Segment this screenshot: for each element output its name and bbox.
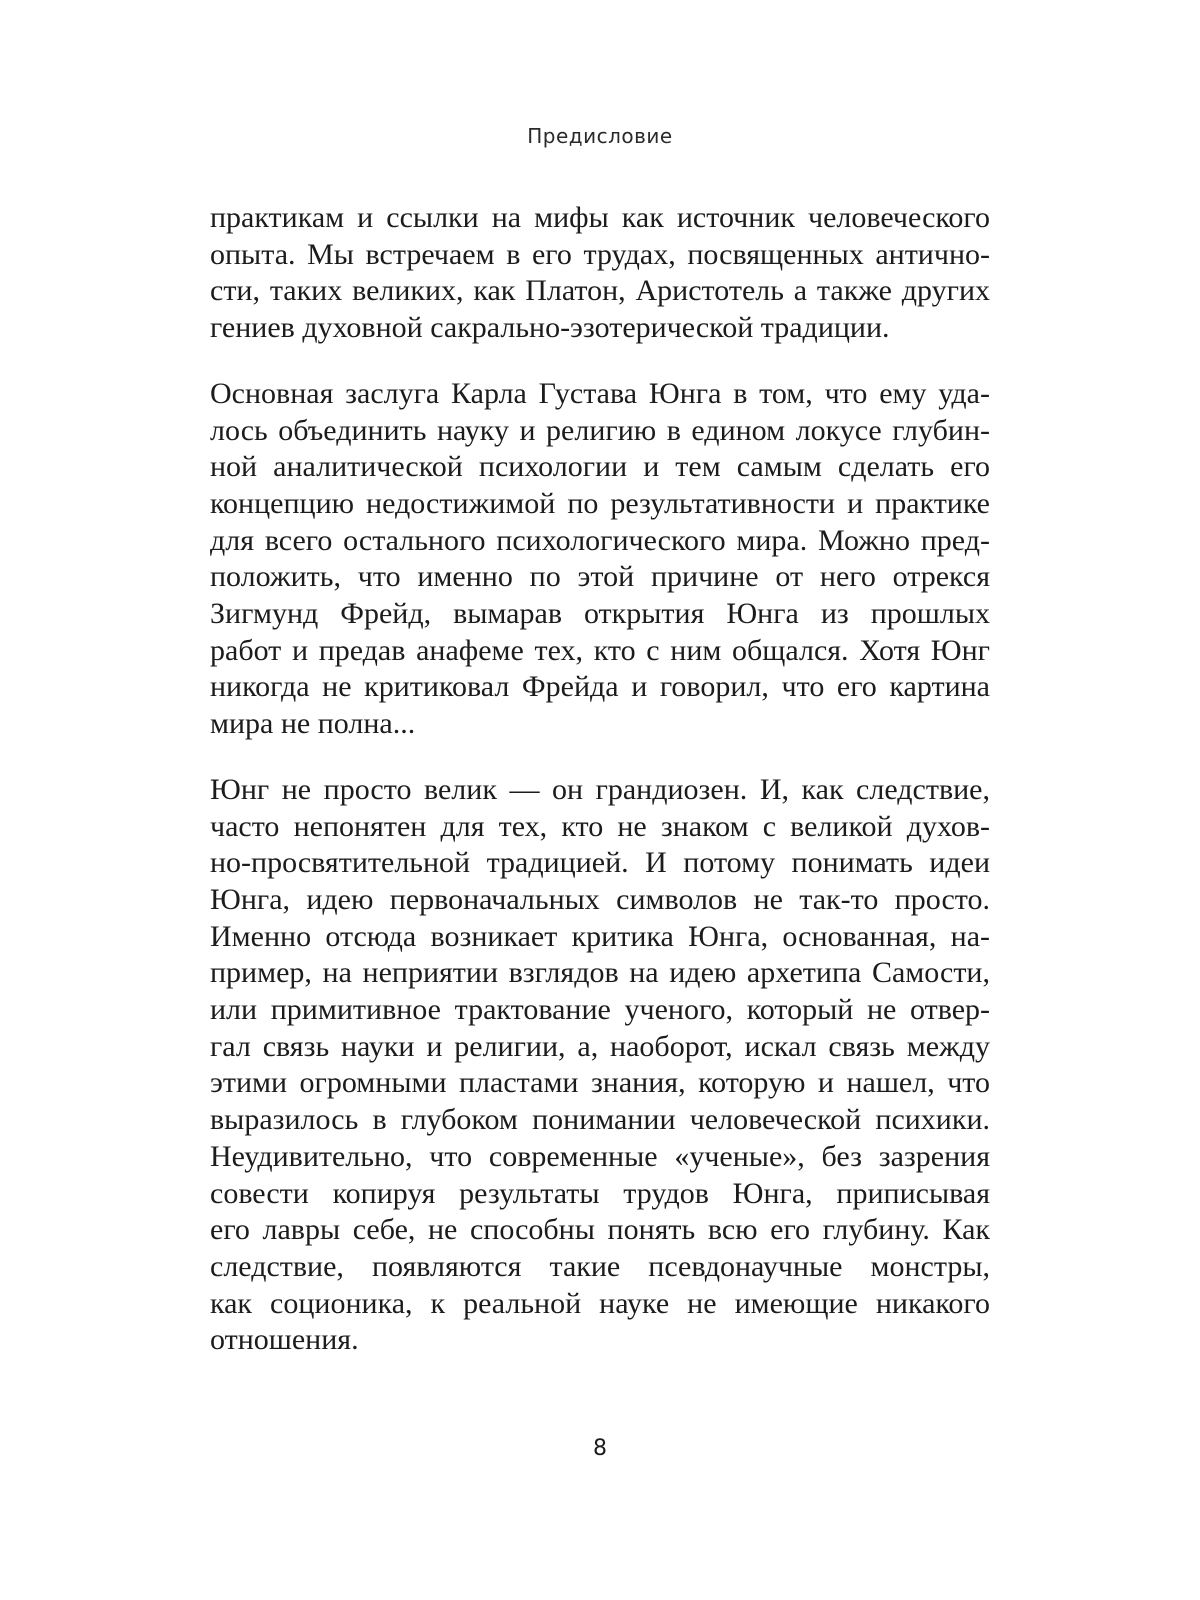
text-line: пример, на неприятии взглядов на идею архетипа Самости, bbox=[210, 956, 990, 990]
body-text bbox=[210, 200, 990, 1359]
text-line: его лавры себе, не способны понять всю его глубину. Как bbox=[210, 1213, 990, 1247]
text-line: опыта. Мы встречаем в его трудах, посвященных антично- bbox=[210, 237, 990, 271]
text-line: положить, что именно по этой причине от него отрекся bbox=[210, 560, 990, 594]
text-line: выразилось в глубоком понимании человеческой психики. bbox=[210, 1103, 990, 1137]
paragraph-1 bbox=[210, 200, 990, 347]
text-line: совести копируя результаты трудов Юнга, приписывая bbox=[210, 1176, 990, 1210]
text-line: Зигмунд Фрейд, вымарав открытия Юнга из прошлых bbox=[210, 597, 990, 631]
text-line: никогда не критиковал Фрейда и говорил, что его картина bbox=[210, 670, 990, 704]
text-line: Неудивительно, что современные «ученые», без зазрения bbox=[210, 1139, 990, 1173]
text-line: Юнг не просто велик — он грандиозен. И, как следствие, bbox=[210, 772, 990, 806]
text-line: Именно отсюда возникает критика Юнга, основанная, на- bbox=[210, 919, 990, 953]
text-line: мира не полна... bbox=[210, 707, 416, 741]
text-line: работ и предав анафеме тех, кто с ним общался. Хотя Юнг bbox=[210, 633, 990, 667]
text-line: ной аналитической психологии и тем самым сделать его bbox=[210, 450, 990, 484]
paragraph-2 bbox=[210, 376, 990, 743]
text-line: или примитивное трактование ученого, который не отвер- bbox=[210, 993, 990, 1027]
paragraph-3 bbox=[210, 772, 990, 1359]
page-number: 8 bbox=[593, 1436, 607, 1461]
text-line: гал связь науки и религии, а, наоборот, искал связь между bbox=[210, 1029, 990, 1063]
text-line: сти, таких великих, как Платон, Аристотель а также других bbox=[210, 274, 990, 308]
text-line: для всего остального психологического мира. Можно пред- bbox=[210, 523, 990, 557]
text-line: как соционика, к реальной науке не имеющие никакого bbox=[210, 1286, 990, 1320]
text-line: часто непонятен для тех, кто не знаком с великой духов- bbox=[210, 809, 990, 843]
text-line: лось объединить науку и религию в едином локусе глубин- bbox=[210, 413, 990, 447]
text-line: но-просвятительной традицией. И потому понимать идеи bbox=[210, 846, 990, 880]
text-line: Юнга, идею первоначальных символов не так-то просто. bbox=[210, 882, 990, 916]
text-line: отношения. bbox=[210, 1323, 359, 1357]
text-line: этими огромными пластами знания, которую и нашел, что bbox=[210, 1066, 990, 1100]
text-line: Основная заслуга Карла Густава Юнга в том, что ему уда- bbox=[210, 376, 990, 410]
running-header: Предисловие bbox=[527, 124, 673, 148]
text-line: следствие, появляются такие псевдонаучные монстры, bbox=[210, 1249, 990, 1283]
text-line: гениев духовной сакрально-эзотерической традиции. bbox=[210, 311, 890, 345]
text-line: практикам и ссылки на мифы как источник человеческого bbox=[210, 201, 990, 234]
text-line: концепцию недостижимой по результативности и практике bbox=[210, 486, 990, 520]
